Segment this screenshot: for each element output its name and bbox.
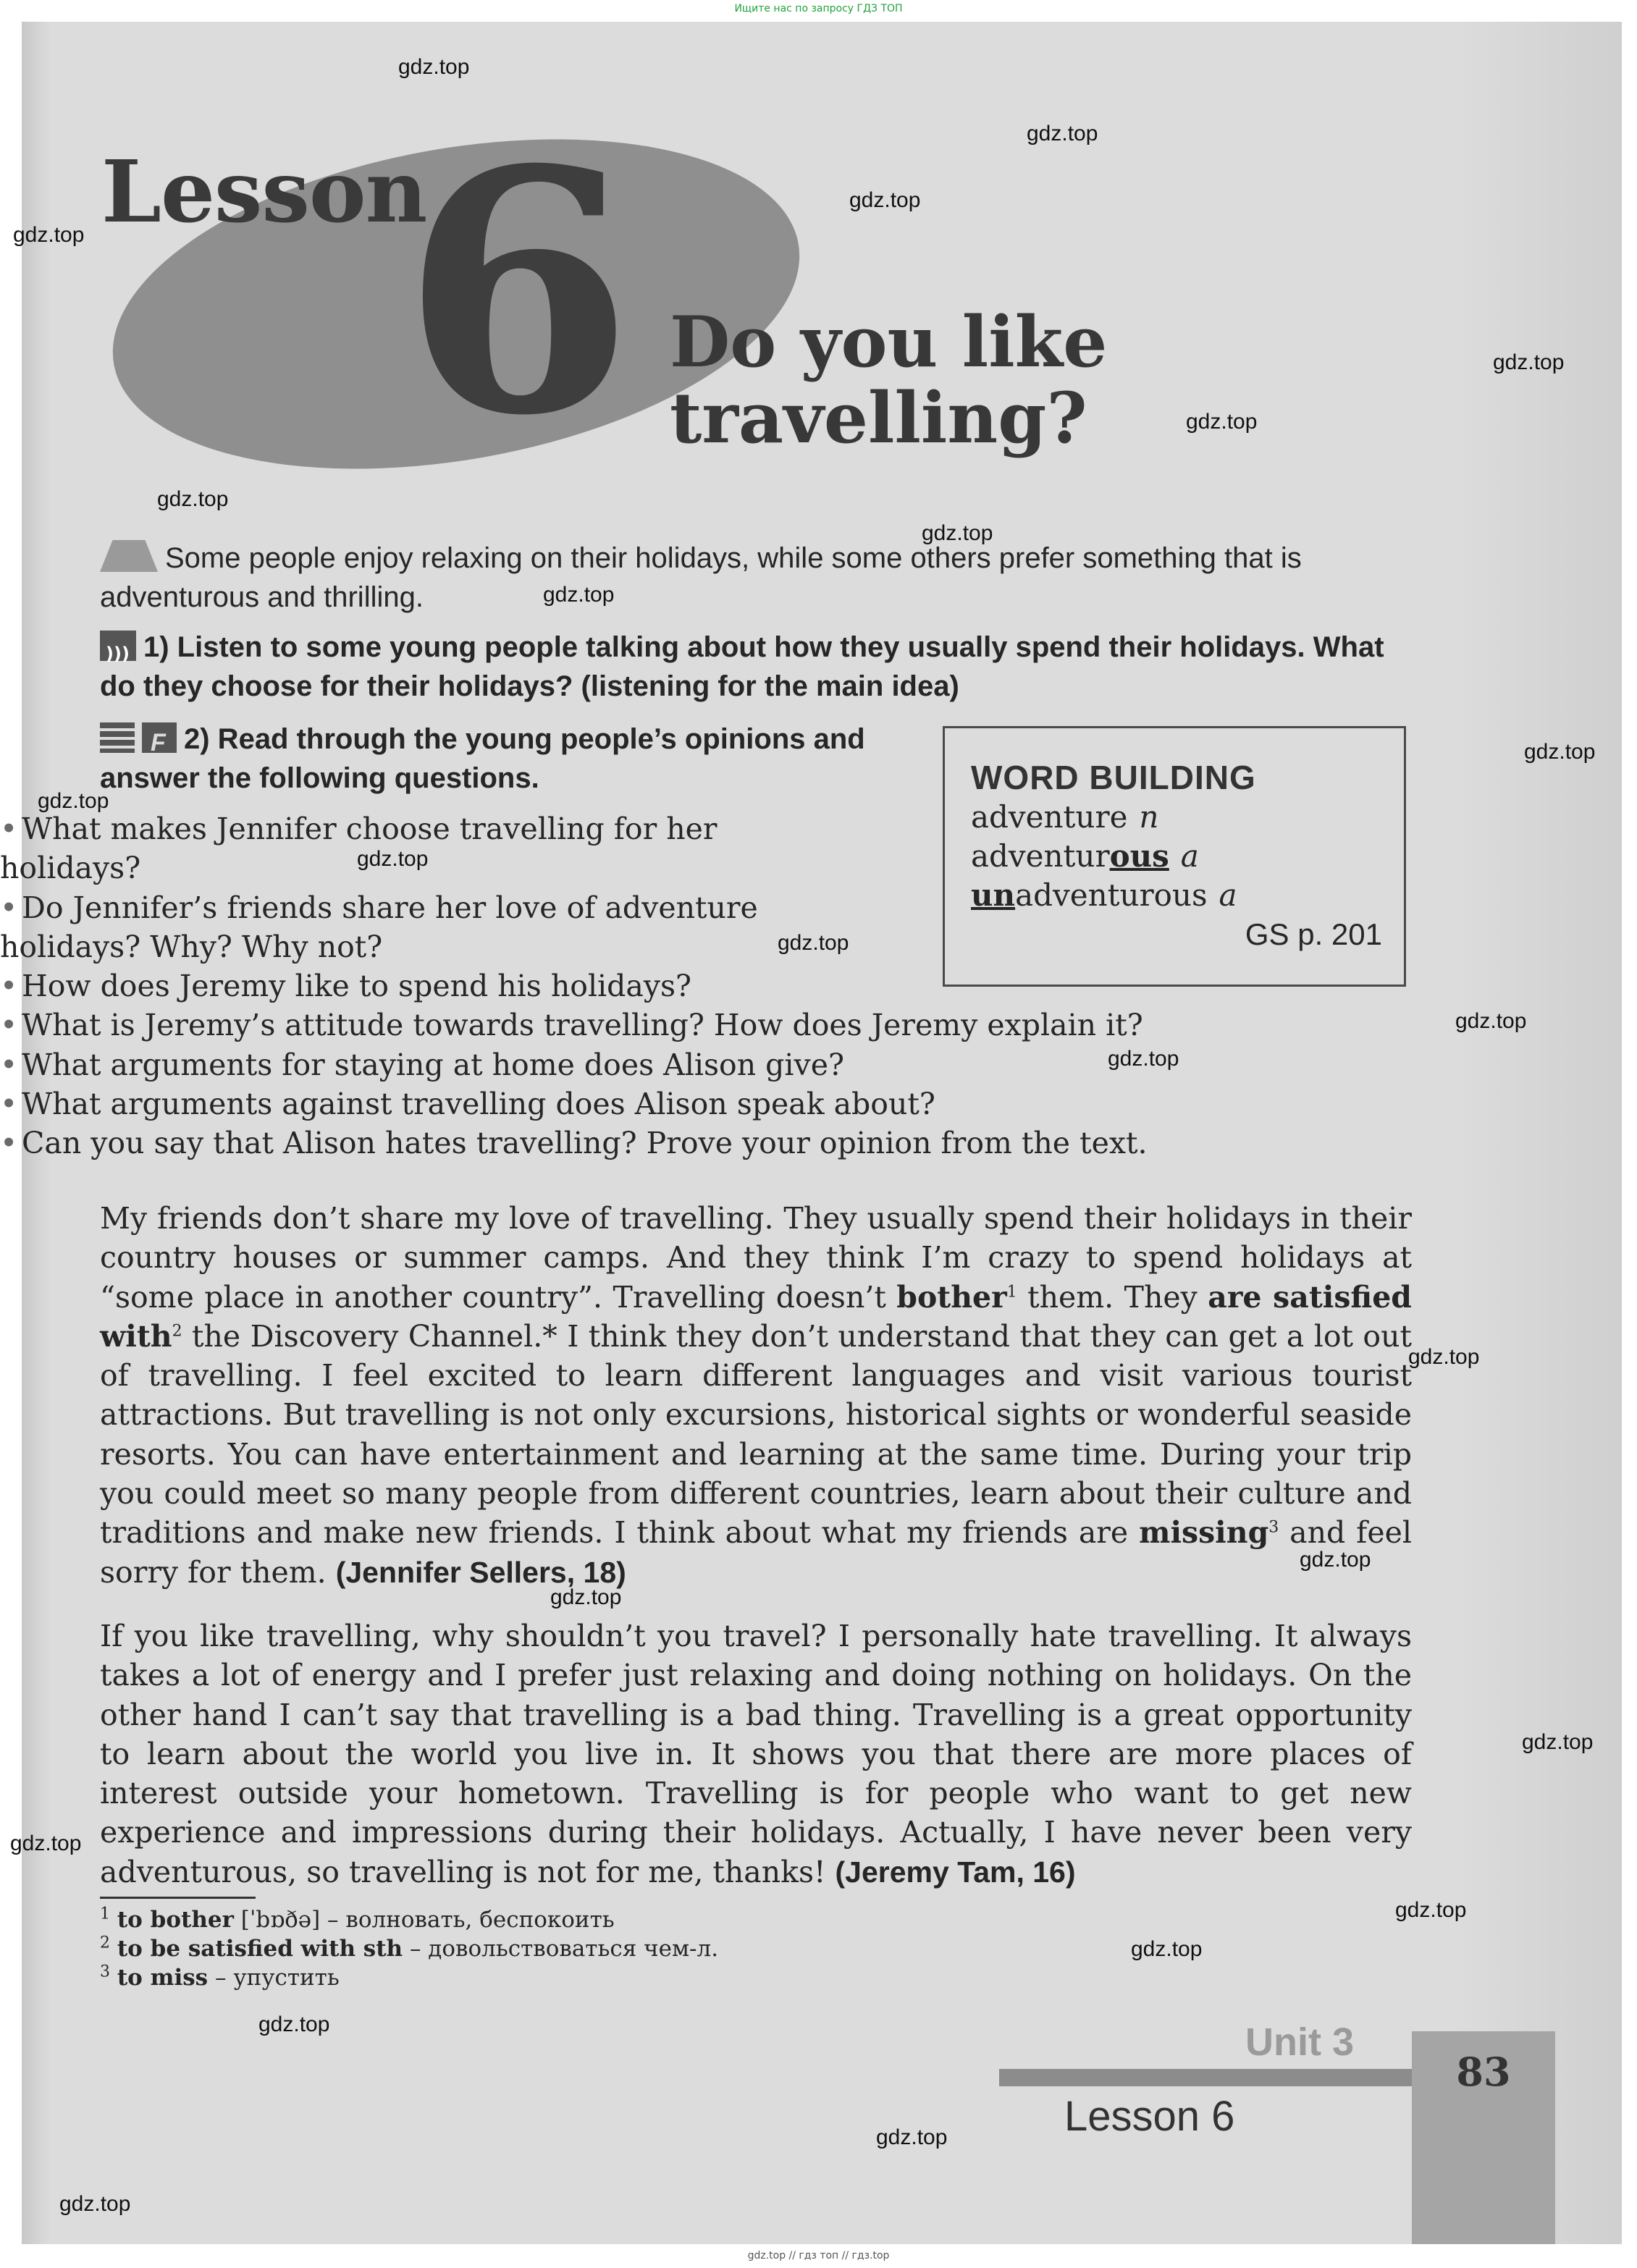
word-building-entry: adventure n xyxy=(971,799,1159,835)
question-item: • What is Jeremy’s attitude towards travelling? How does Jeremy explain it? xyxy=(0,1006,1312,1045)
watermark: gdz.top xyxy=(10,1831,82,1855)
footnote-item: $^2$ to be satisfied with sth – довольствоваться чем-л. xyxy=(100,1934,719,1962)
watermark: gdz.top xyxy=(1027,122,1098,146)
bullet-icon: • xyxy=(0,1087,18,1122)
word-building-box xyxy=(943,726,1406,987)
watermark: gdz.top xyxy=(778,931,849,955)
question-item: • How does Jeremy like to spend his holidays? xyxy=(0,966,1312,1006)
task1-reading xyxy=(100,720,900,798)
watermark: gdz.top xyxy=(1300,1548,1371,1572)
watermark: gdz.top xyxy=(38,789,109,813)
watermark: gdz.top xyxy=(258,2012,330,2036)
watermark: gdz.top xyxy=(13,223,85,247)
watermark: gdz.top xyxy=(550,1585,622,1609)
bullet-icon: • xyxy=(0,1047,18,1082)
watermark: gdz.top xyxy=(398,55,470,79)
task1-intro-text: Some people enjoy relaxing on their holidays, while some others prefer something that is adventurous and thrilling. xyxy=(100,542,1302,613)
watermark: gdz.top xyxy=(1493,350,1565,374)
task1-sub1-text: 1) Listen to some young people talking about how they usually spend their holidays. What do they choose for their holidays? (listening for the main idea) xyxy=(100,631,1384,702)
task-number-icon xyxy=(100,540,158,572)
question-item: • Can you say that Alison hates travelling? Prove your opinion from the text. xyxy=(0,1124,1312,1163)
bullet-icon: • xyxy=(0,890,18,925)
watermark: gdz.top xyxy=(922,521,993,545)
watermark: gdz.top xyxy=(1408,1345,1480,1369)
word-building-entry: adventurous a xyxy=(971,838,1199,874)
task1-intro xyxy=(100,539,1412,617)
watermark: gdz.top xyxy=(1131,1937,1203,1961)
jeremy-paragraph: If you like travelling, why shouldn’t you travel? I personally hate travelling. It always takes a lot of energy and I prefer just relaxing and doing nothing on holidays. On the other hand I can’t say that travelling is a bad thing. Travelling is a great opportunity to learn about the world you live in. It shows you that there are more places of interest outside your hometown. Travelling is for people who want to get new experience and impressions during their holidays. Actually, I have never been very adventurous, so travelling is not for me, thanks! (Jeremy Tam, 16) xyxy=(100,1619,1412,1889)
footnote-divider xyxy=(100,1897,256,1899)
top-note: Ищите нас по запросу ГДЗ ТОП xyxy=(734,3,903,14)
watermark: gdz.top xyxy=(1522,1730,1594,1754)
question-item: • Do Jennifer’s friends share her love of adventure holidays? Why? Why not? xyxy=(0,888,800,967)
footnote-item: $^1$ to bother [ˈbɒðə] – волновать, беспокоить xyxy=(100,1905,615,1933)
task1-sub2-text: 2) Read through the young people’s opinions and answer the following questions. xyxy=(100,723,865,794)
unit-bar xyxy=(999,2069,1412,2086)
watermark: gdz.top xyxy=(1455,1009,1527,1033)
lesson-title-line2: travelling? xyxy=(670,377,1087,459)
watermark: gdz.top xyxy=(357,847,429,871)
bottom-note: gdz.top // гдз топ // гдз.top xyxy=(747,2250,890,2261)
watermark: gdz.top xyxy=(543,583,615,607)
audio-icon xyxy=(100,631,136,661)
bullet-icon: • xyxy=(0,1126,18,1161)
author-signature: (Jeremy Tam, 16) xyxy=(835,1855,1076,1889)
question-item: • What arguments for staying at home does Alison give? xyxy=(0,1045,1312,1084)
watermark: gdz.top xyxy=(849,188,921,212)
watermark: gdz.top xyxy=(1395,1898,1467,1922)
lesson-title-line1: Do you like xyxy=(670,301,1108,383)
vocab-word: bother xyxy=(896,1279,1007,1315)
watermark: gdz.top xyxy=(157,487,229,511)
reading-icon xyxy=(100,722,135,753)
unit-label: Unit 3 xyxy=(1245,2020,1355,2064)
page-number: 83 xyxy=(1456,2049,1511,2095)
watermark: gdz.top xyxy=(59,2192,131,2216)
lesson-footer-label: Lesson 6 xyxy=(1064,2093,1235,2140)
author-signature: (Jennifer Sellers, 18) xyxy=(335,1555,626,1589)
watermark: gdz.top xyxy=(1108,1047,1179,1071)
bullet-icon: • xyxy=(0,969,18,1004)
word-building-title: WORD BUILDING xyxy=(971,759,1256,796)
vocab-word: are satisfied with xyxy=(100,1279,1412,1354)
lesson-title xyxy=(670,301,1108,459)
vocab-word: missing xyxy=(1139,1515,1269,1551)
bullet-icon: • xyxy=(0,1008,18,1043)
writing-icon xyxy=(142,722,177,753)
footnotes xyxy=(100,1905,896,1992)
lesson-number: 6 xyxy=(402,98,634,489)
task1-listening xyxy=(100,628,1412,706)
word-building-entry: unadventurous a xyxy=(971,877,1237,913)
bullet-icon: • xyxy=(0,811,18,846)
lesson-word: Lesson xyxy=(101,141,427,242)
watermark: gdz.top xyxy=(1524,740,1596,764)
question-item: • What arguments against travelling does Alison speak about? xyxy=(0,1084,1312,1124)
footnote-item: $^3$ to miss – упустить xyxy=(100,1963,340,1991)
grammar-reference: GS p. 201 xyxy=(1245,917,1382,951)
jennifer-paragraph: My friends don’t share my love of travelling. They usually spend their holidays in their country houses or summer camps. And they think I’m crazy to spend holidays at “some place in another country”. Travelling doesn’t bother$^1$ them. They are satisfied with$^2$ the Discovery Channel.* I think they don’t understand that they can get a lot out of travelling. I feel excited to learn different languages and visit various tourist attractions. But travelling is not only excursions, historical sights or wonderful seaside resorts. You can have entertainment and learning at the same time. During your trip you could meet so many people from different countries, learn about their culture and traditions and make new friends. I think about what my friends are missing$^3$ and feel sorry for them. (Jennifer Sellers, 18) xyxy=(100,1201,1412,1590)
watermark: gdz.top xyxy=(1186,410,1258,434)
question-item: • What makes Jennifer choose travelling for her holidays? xyxy=(0,809,800,888)
watermark: gdz.top xyxy=(876,2125,948,2149)
